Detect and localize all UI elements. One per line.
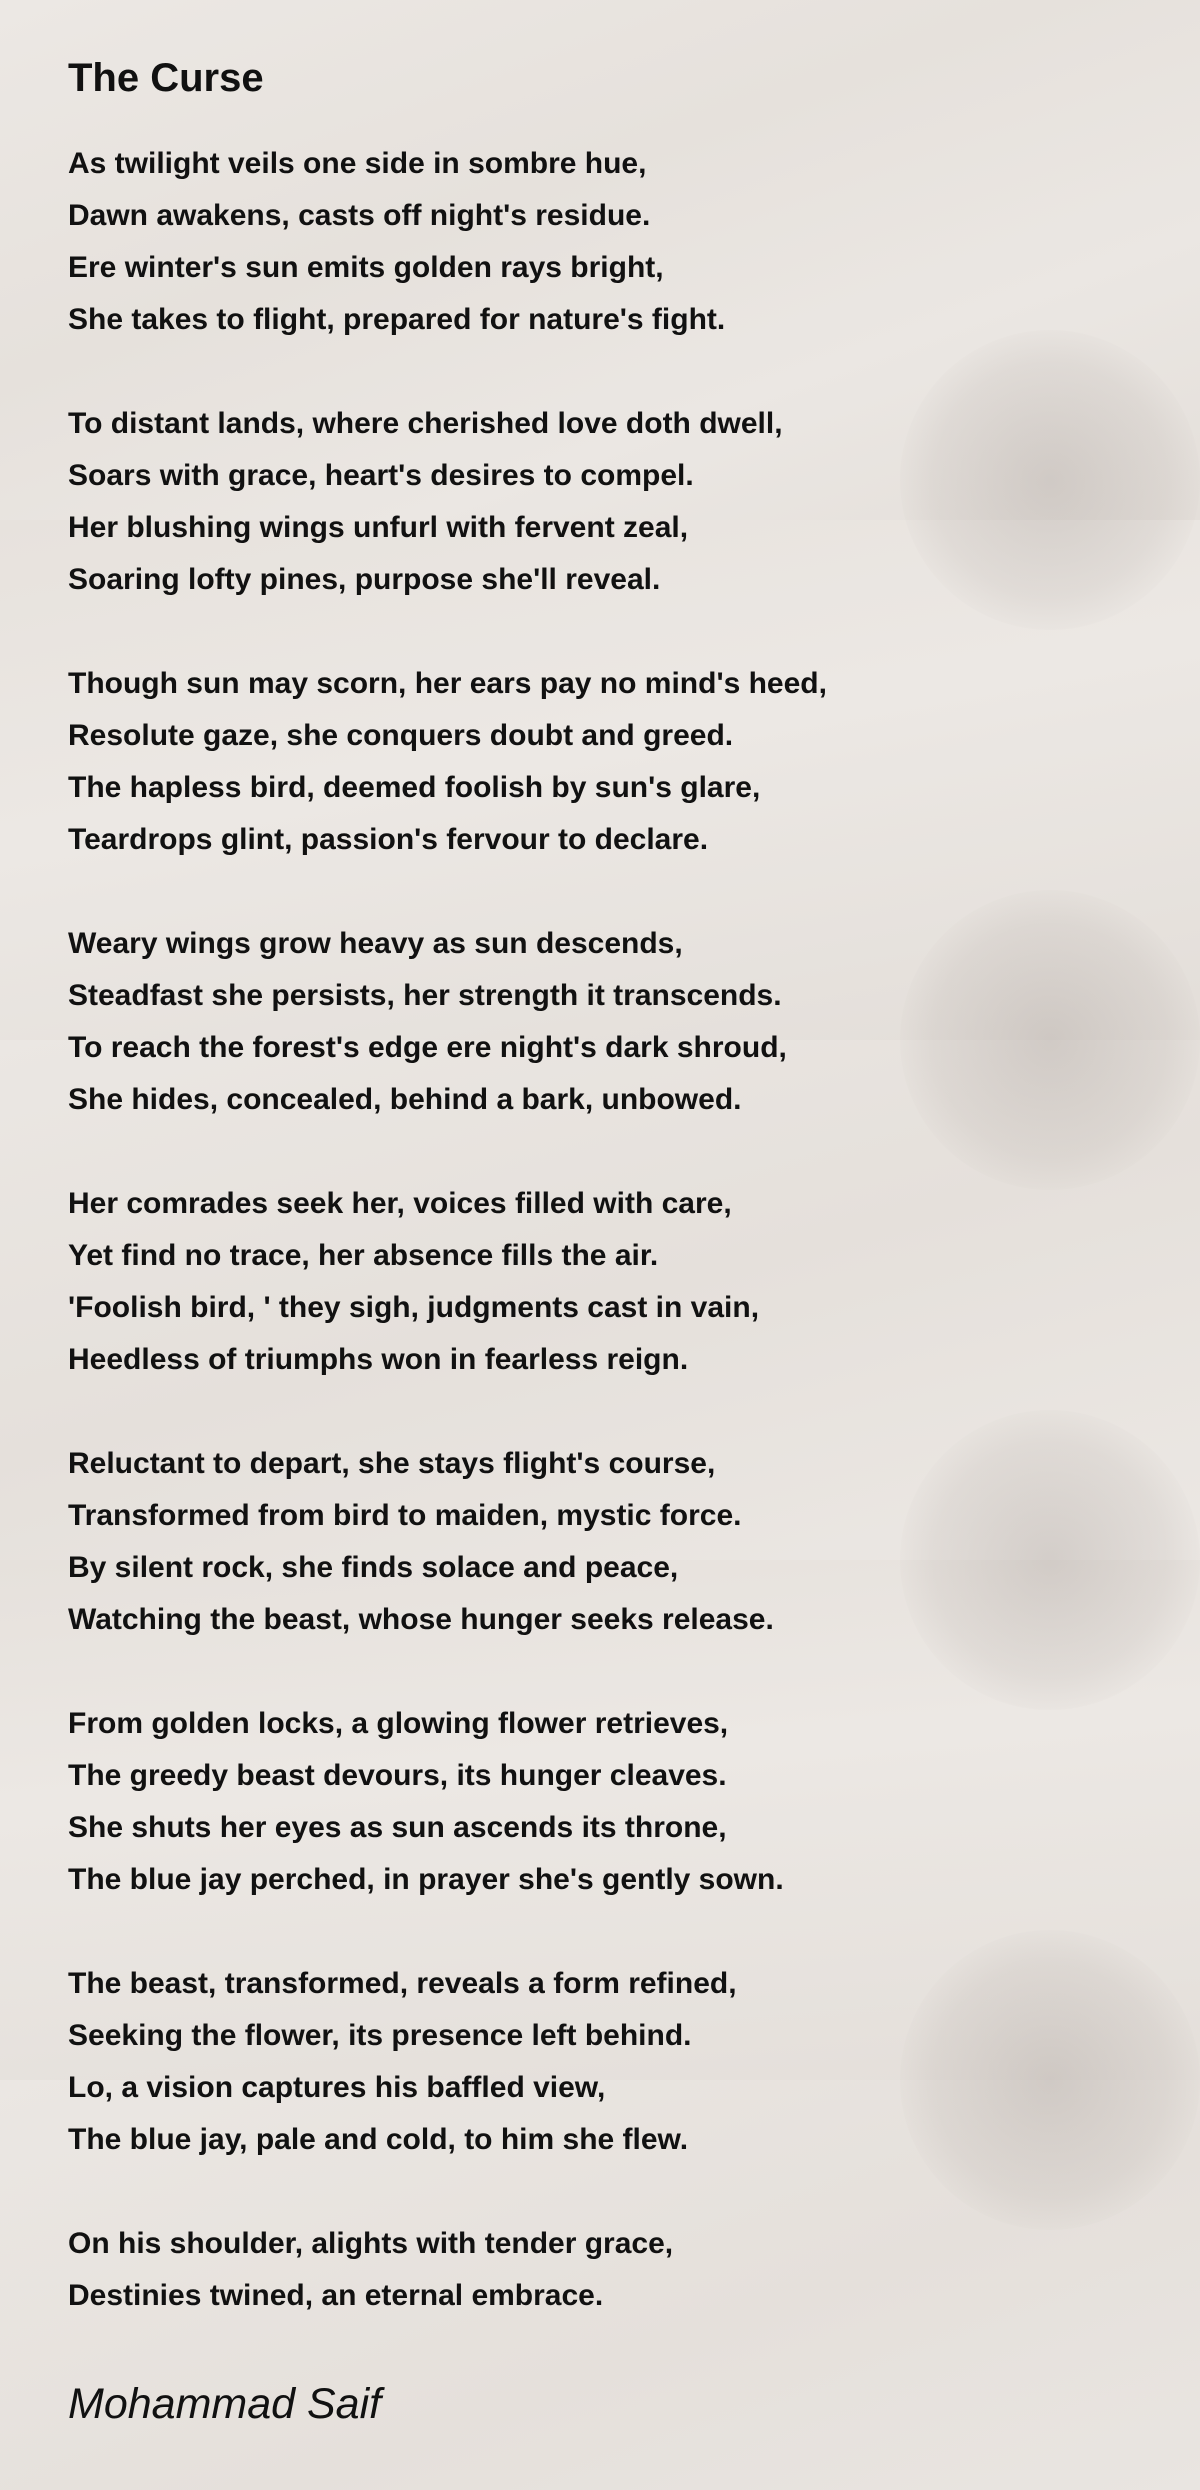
poem-line: Ere winter's sun emits golden rays bright, xyxy=(68,251,664,284)
stanza xyxy=(68,918,1168,1126)
poem-line: The greedy beast devours, its hunger cleaves. xyxy=(68,1759,727,1792)
poem-line: To reach the forest's edge ere night's dark shroud, xyxy=(68,1031,787,1064)
poem-body xyxy=(68,138,1168,2322)
poem-line: Reluctant to depart, she stays flight's course, xyxy=(68,1447,716,1480)
poem-line: The beast, transformed, reveals a form refined, xyxy=(68,1967,737,2000)
poem-line: Destinies twined, an eternal embrace. xyxy=(68,2279,604,2312)
stanza xyxy=(68,658,1168,866)
poem-line: She hides, concealed, behind a bark, unbowed. xyxy=(68,1083,742,1116)
stanza xyxy=(68,138,1168,346)
poem-line: Her comrades seek her, voices filled with care, xyxy=(68,1187,732,1220)
poem-line: Seeking the flower, its presence left behind. xyxy=(68,2019,692,2052)
poem-line: Watching the beast, whose hunger seeks release. xyxy=(68,1603,774,1636)
poem-title: The Curse xyxy=(68,56,264,100)
poem-line: Her blushing wings unfurl with fervent zeal, xyxy=(68,511,689,544)
poem-line: The hapless bird, deemed foolish by sun's glare, xyxy=(68,771,761,804)
poem-line: She takes to flight, prepared for nature's fight. xyxy=(68,303,726,336)
stanza xyxy=(68,1958,1168,2166)
poem-line: Soars with grace, heart's desires to compel. xyxy=(68,459,694,492)
poem-line: Resolute gaze, she conquers doubt and greed. xyxy=(68,719,734,752)
poem-line: 'Foolish bird, ' they sigh, judgments cast in vain, xyxy=(68,1291,760,1324)
poem-author: Mohammad Saif xyxy=(68,2380,382,2428)
poem-line: The blue jay, pale and cold, to him she flew. xyxy=(68,2123,689,2156)
stanza xyxy=(68,1178,1168,1386)
poem-line: From golden locks, a glowing flower retrieves, xyxy=(68,1707,729,1740)
stanza xyxy=(68,398,1168,606)
stanza xyxy=(68,2218,1168,2322)
poem-line: Steadfast she persists, her strength it transcends. xyxy=(68,979,782,1012)
poem-line: To distant lands, where cherished love doth dwell, xyxy=(68,407,783,440)
poem-line: As twilight veils one side in sombre hue, xyxy=(68,147,647,180)
poem-line: The blue jay perched, in prayer she's gently sown. xyxy=(68,1863,784,1896)
poem-line: On his shoulder, alights with tender grace, xyxy=(68,2227,674,2260)
poem-line: Yet find no trace, her absence fills the air. xyxy=(68,1239,659,1272)
poem-line: Dawn awakens, casts off night's residue. xyxy=(68,199,651,232)
poem-line: Transformed from bird to maiden, mystic force. xyxy=(68,1499,742,1532)
poem-line: She shuts her eyes as sun ascends its throne, xyxy=(68,1811,727,1844)
poem-line: By silent rock, she finds solace and peace, xyxy=(68,1551,679,1584)
poem-line: Weary wings grow heavy as sun descends, xyxy=(68,927,683,960)
stanza xyxy=(68,1698,1168,1906)
stanza xyxy=(68,1438,1168,1646)
poem-line: Though sun may scorn, her ears pay no mind's heed, xyxy=(68,667,827,700)
poem-line: Soaring lofty pines, purpose she'll reveal. xyxy=(68,563,661,596)
poem-line: Teardrops glint, passion's fervour to declare. xyxy=(68,823,709,856)
poem-line: Lo, a vision captures his baffled view, xyxy=(68,2071,606,2104)
poem-line: Heedless of triumphs won in fearless reign. xyxy=(68,1343,689,1376)
